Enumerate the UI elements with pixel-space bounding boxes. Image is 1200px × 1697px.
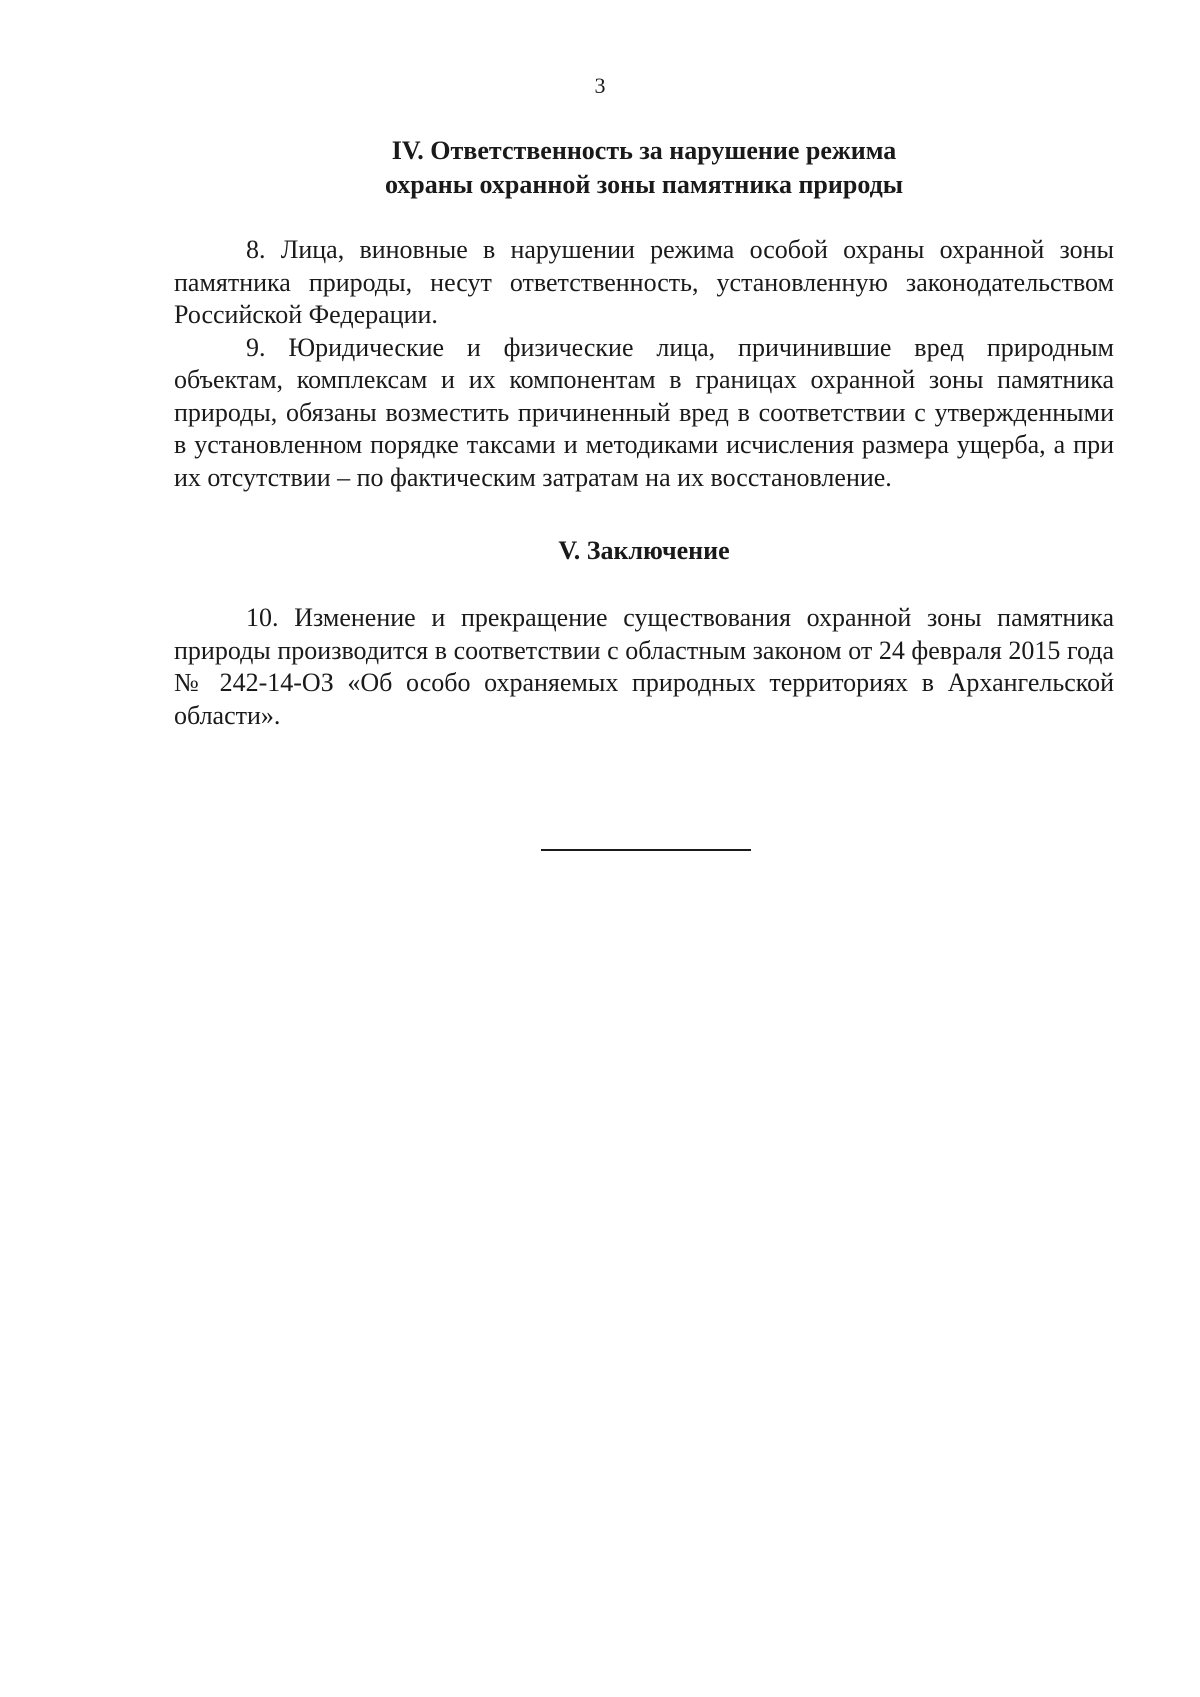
- paragraph-9: 9. Юридические и физические лица, причинившие вред природным объектам, комплексам и их компонентам в границах охранной зоны памятника природы, обязаны возместить причиненный вред в соответствии с утвержденными в установленном порядке таксами и методиками исчисления размера ущерба, а при их отсутствии – по фактическим затратам на их восстановление.: [174, 332, 1114, 492]
- section-iv-heading: [174, 134, 1114, 202]
- paragraph-8: 8. Лица, виновные в нарушении режима особой охраны охранной зоны памятника природы, несут ответственность, установленную законодательством Российской Федерации.: [174, 235, 1114, 329]
- end-of-document-rule: [541, 849, 751, 851]
- section-iv-heading-line-1: IV. Ответственность за нарушение режима: [391, 136, 897, 165]
- section-iv-heading-line-2: охраны охранной зоны памятника природы: [384, 170, 904, 199]
- section-v-heading: V. Заключение: [558, 536, 730, 565]
- document-body: [174, 134, 1114, 732]
- paragraph-10: 10. Изменение и прекращение существования охранной зоны памятника природы производится в соответствии с областным законом от 24 февраля 2015 года № 242-14-ОЗ «Об особо охраняемых природных территориях в Архангельской области».: [174, 603, 1114, 730]
- page-number: 3: [594, 73, 606, 98]
